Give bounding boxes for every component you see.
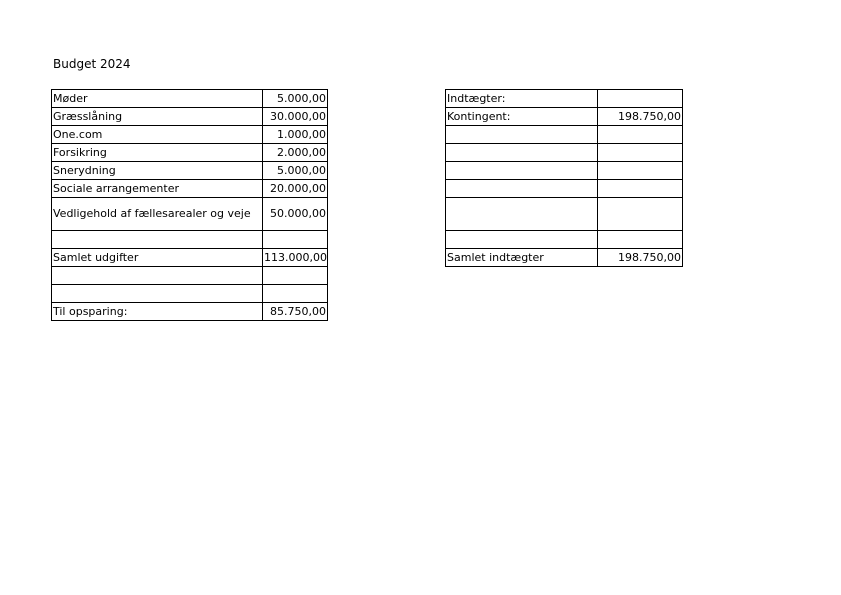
income-header-row — [446, 90, 683, 108]
empty-row — [446, 180, 683, 198]
income-label: Kontingent: — [446, 108, 598, 126]
income-header-label: Indtægter: — [446, 90, 598, 108]
expense-label: Møder — [52, 90, 263, 108]
expense-label: Sociale arrangementer — [52, 180, 263, 198]
empty-cell — [263, 285, 328, 303]
empty-cell — [598, 90, 683, 108]
empty-row — [52, 231, 328, 249]
expense-amount: 1.000,00 — [263, 126, 328, 144]
empty-cell — [446, 198, 598, 231]
empty-row — [446, 144, 683, 162]
empty-cell — [446, 144, 598, 162]
empty-cell — [446, 162, 598, 180]
empty-cell — [446, 126, 598, 144]
savings-label: Til opsparing: — [52, 303, 263, 321]
expense-amount: 50.000,00 — [263, 198, 328, 231]
empty-row — [446, 198, 683, 231]
expense-total-row — [52, 249, 328, 267]
expense-amount: 2.000,00 — [263, 144, 328, 162]
empty-cell — [263, 267, 328, 285]
income-total-row — [446, 249, 683, 267]
expense-amount: 30.000,00 — [263, 108, 328, 126]
table-row — [52, 198, 328, 231]
table-row — [52, 108, 328, 126]
table-row — [52, 180, 328, 198]
expense-label: One.com — [52, 126, 263, 144]
empty-row — [52, 267, 328, 285]
empty-cell — [598, 231, 683, 249]
empty-cell — [263, 231, 328, 249]
empty-cell — [446, 180, 598, 198]
table-row — [52, 126, 328, 144]
table-row — [52, 162, 328, 180]
expense-label: Forsikring — [52, 144, 263, 162]
empty-row — [446, 126, 683, 144]
empty-cell — [598, 198, 683, 231]
expense-total-amount: 113.000,00 — [263, 249, 328, 267]
empty-cell — [52, 231, 263, 249]
income-amount: 198.750,00 — [598, 108, 683, 126]
empty-cell — [52, 267, 263, 285]
empty-row — [52, 285, 328, 303]
table-row — [446, 108, 683, 126]
savings-row — [52, 303, 328, 321]
expense-label: Vedligehold af fællesarealer og veje — [52, 198, 263, 231]
empty-cell — [52, 285, 263, 303]
expenses-table — [51, 89, 328, 321]
page-title: Budget 2024 — [53, 57, 131, 71]
income-total-amount: 198.750,00 — [598, 249, 683, 267]
expense-amount: 5.000,00 — [263, 162, 328, 180]
expense-amount: 5.000,00 — [263, 90, 328, 108]
table-row — [52, 90, 328, 108]
empty-cell — [598, 144, 683, 162]
empty-row — [446, 162, 683, 180]
expense-label: Græsslåning — [52, 108, 263, 126]
income-total-label: Samlet indtægter — [446, 249, 598, 267]
empty-cell — [598, 162, 683, 180]
expense-amount: 20.000,00 — [263, 180, 328, 198]
expense-label: Snerydning — [52, 162, 263, 180]
income-table — [445, 89, 683, 267]
empty-cell — [446, 231, 598, 249]
empty-row — [446, 231, 683, 249]
empty-cell — [598, 126, 683, 144]
table-row — [52, 144, 328, 162]
savings-amount: 85.750,00 — [263, 303, 328, 321]
expense-total-label: Samlet udgifter — [52, 249, 263, 267]
empty-cell — [598, 180, 683, 198]
